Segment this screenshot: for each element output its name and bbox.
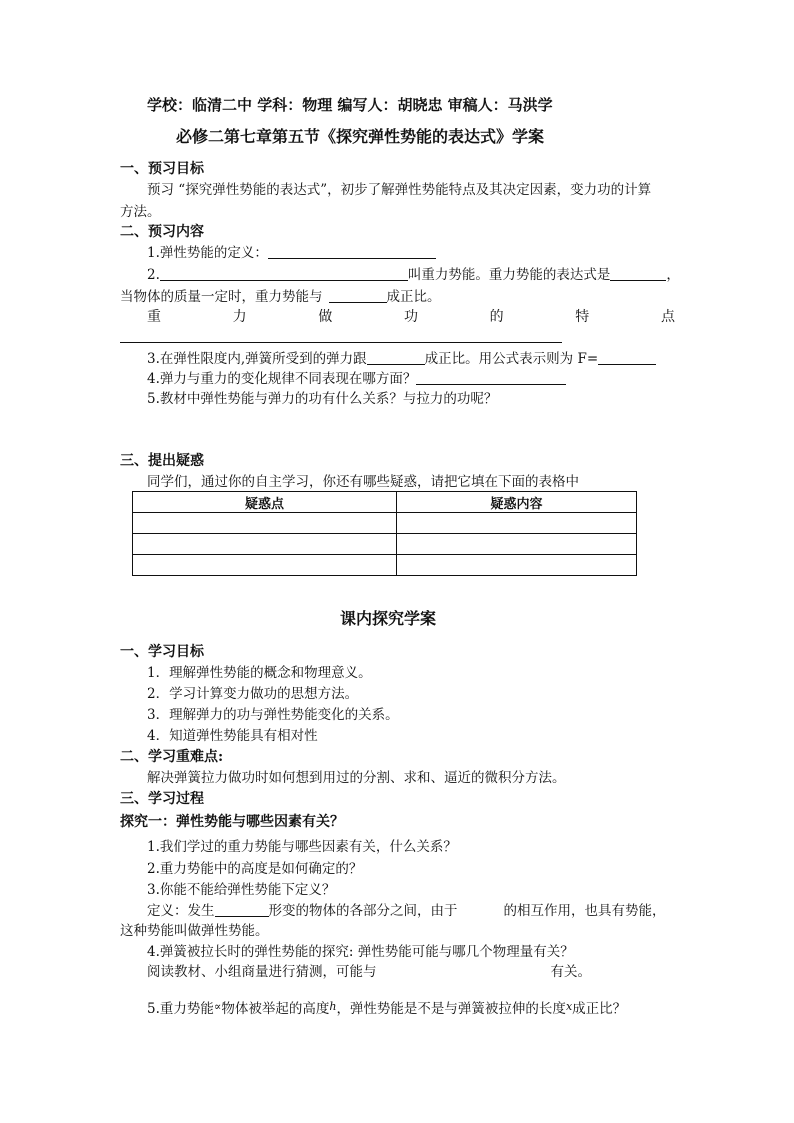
- page-title: 必修二第七章第五节《探究弹性势能的表达式》学案: [176, 127, 545, 146]
- prompt-char: 重: [147, 309, 161, 325]
- question-4: [147, 370, 566, 388]
- question-2-comma: ，: [666, 267, 680, 283]
- question-4-text: 4.弹力与重力的变化规律不同表现在哪方面？: [147, 371, 417, 387]
- guess-line: [147, 963, 591, 981]
- question-text: 成正比？: [572, 1001, 627, 1017]
- answer-blank[interactable]: [598, 350, 656, 365]
- table-row: [133, 534, 637, 555]
- preview-goals-text-cont: 方法。: [120, 204, 161, 220]
- learning-goal: 3．理解弹力的功与弹性势能变化的关系。: [147, 707, 399, 723]
- table-cell[interactable]: [397, 534, 637, 555]
- header-meta: 学校：临清二中 学科：物理 编写人：胡晓忠 审稿人：马洪学: [147, 96, 553, 114]
- question-3-text-end: 成正比。用公式表示则为 F=: [424, 351, 599, 367]
- question-2-number: 2.: [147, 267, 160, 283]
- table-header-row: [133, 492, 637, 513]
- doubts-table: [132, 491, 637, 576]
- definition-text: 定义：发生: [147, 903, 215, 919]
- question-3: [147, 350, 656, 368]
- doubts-heading: 三、提出疑惑: [120, 453, 204, 469]
- column-header-doubt-content: 疑惑内容: [397, 492, 637, 513]
- table-cell[interactable]: [397, 555, 637, 576]
- definition-line: [147, 902, 666, 920]
- learning-goal: 4．知道弹性势能具有相对性: [147, 728, 318, 744]
- learning-goal: 1．理解弹性势能的概念和物理意义。: [147, 665, 372, 681]
- answer-blank[interactable]: [416, 370, 566, 385]
- answer-blank[interactable]: [610, 266, 666, 281]
- explore-question-3: 3.你能不能给弹性势能下定义？: [147, 882, 336, 898]
- learning-process-heading: 三、学习过程: [120, 791, 204, 807]
- question-2-text: 叫重力势能。重力势能的表达式是: [407, 267, 611, 283]
- question-text: 5.重力势能: [147, 1001, 214, 1017]
- question-3-text: 3.在弹性限度内,弹簧所受到的弹力跟: [147, 351, 367, 367]
- learning-goal: 2．学习计算变力做功的思想方法。: [147, 686, 359, 702]
- answer-blank[interactable]: [215, 902, 269, 917]
- answer-blank[interactable]: [120, 328, 562, 343]
- key-points-text: 解决弹簧拉力做功时如何想到用过的分割、求和、逼近的微积分方法。: [147, 770, 566, 786]
- prompt-char: 力: [232, 309, 247, 325]
- definition-text: 形变的物体的各部分之间，由于: [268, 903, 458, 919]
- question-2: [147, 266, 680, 284]
- explore-question-1: 1.我们学过的重力势能与哪些因素有关，什么关系？: [147, 839, 457, 855]
- answer-blank[interactable]: [160, 266, 408, 281]
- question-text: ，弹性势能是不是与弹簧被拉伸的长度: [336, 1001, 566, 1017]
- preview-content-heading: 二、预习内容: [120, 224, 204, 240]
- definition-line-cont: 这种势能叫做弹性势能。: [120, 923, 269, 939]
- prompt-char: 功: [403, 309, 418, 325]
- explore-one-heading: 探究一：弹性势能与哪些因素有关？: [120, 814, 344, 830]
- length-symbol: x: [565, 1000, 573, 1013]
- table-cell[interactable]: [133, 513, 397, 534]
- table-row: [133, 555, 637, 576]
- learning-goals-heading: 一、学习目标: [120, 644, 204, 660]
- table-row: [133, 513, 637, 534]
- prompt-char: 点: [660, 309, 675, 325]
- gravity-work-answer: [120, 328, 562, 346]
- preview-goals-heading: 一、预习目标: [120, 161, 204, 177]
- explore-question-5: [147, 998, 626, 1018]
- question-2-text-cont: 当物体的质量一定时，重力势能与: [120, 289, 323, 305]
- key-points-heading: 二、学习重难点:: [120, 749, 224, 765]
- height-symbol: h: [329, 1000, 337, 1013]
- explore-question-2: 2.重力势能中的高度是如何确定的？: [147, 861, 363, 877]
- definition-text: 的相互作用，也具有势能，: [503, 903, 666, 919]
- prompt-char: 的: [489, 309, 504, 325]
- question-2-text-end: 成正比。: [386, 289, 441, 305]
- table-cell[interactable]: [133, 555, 397, 576]
- question-text: 物体被举起的高度: [221, 1001, 330, 1017]
- proportional-symbol: ∝: [213, 1000, 222, 1013]
- question-1-text: 1.弹性势能的定义：: [147, 245, 268, 261]
- prompt-char: 特: [575, 309, 590, 325]
- question-2-cont: [120, 288, 441, 306]
- table-cell[interactable]: [133, 534, 397, 555]
- inclass-title: 课内探究学案: [340, 609, 437, 628]
- prompt-char: 做: [318, 309, 333, 325]
- table-cell[interactable]: [397, 513, 637, 534]
- question-1: [147, 244, 436, 262]
- question-5: 5.教材中弹性势能与弹力的功有什么关系？与拉力的功呢？: [147, 391, 498, 407]
- guess-text: 阅读教材、小组商量进行猜测，可能与: [147, 964, 377, 980]
- answer-blank[interactable]: [329, 288, 387, 303]
- guess-text-end: 有关。: [550, 964, 591, 980]
- gravity-work-prompt: [147, 306, 675, 326]
- column-header-doubt-point: 疑惑点: [133, 492, 397, 513]
- doubts-text: 同学们，通过你的自主学习，你还有哪些疑惑，请把它填在下面的表格中: [147, 474, 579, 490]
- answer-blank[interactable]: [367, 350, 425, 365]
- preview-goals-text: 预习 “探究弹性势能的表达式”，初步了解弹性势能特点及其决定因素，变力功的计算: [147, 182, 652, 198]
- answer-blank[interactable]: [268, 244, 436, 259]
- explore-question-4: 4.弹簧被拉长时的弹性势能的探究: 弹性势能可能与哪几个物理量有关？: [147, 944, 574, 960]
